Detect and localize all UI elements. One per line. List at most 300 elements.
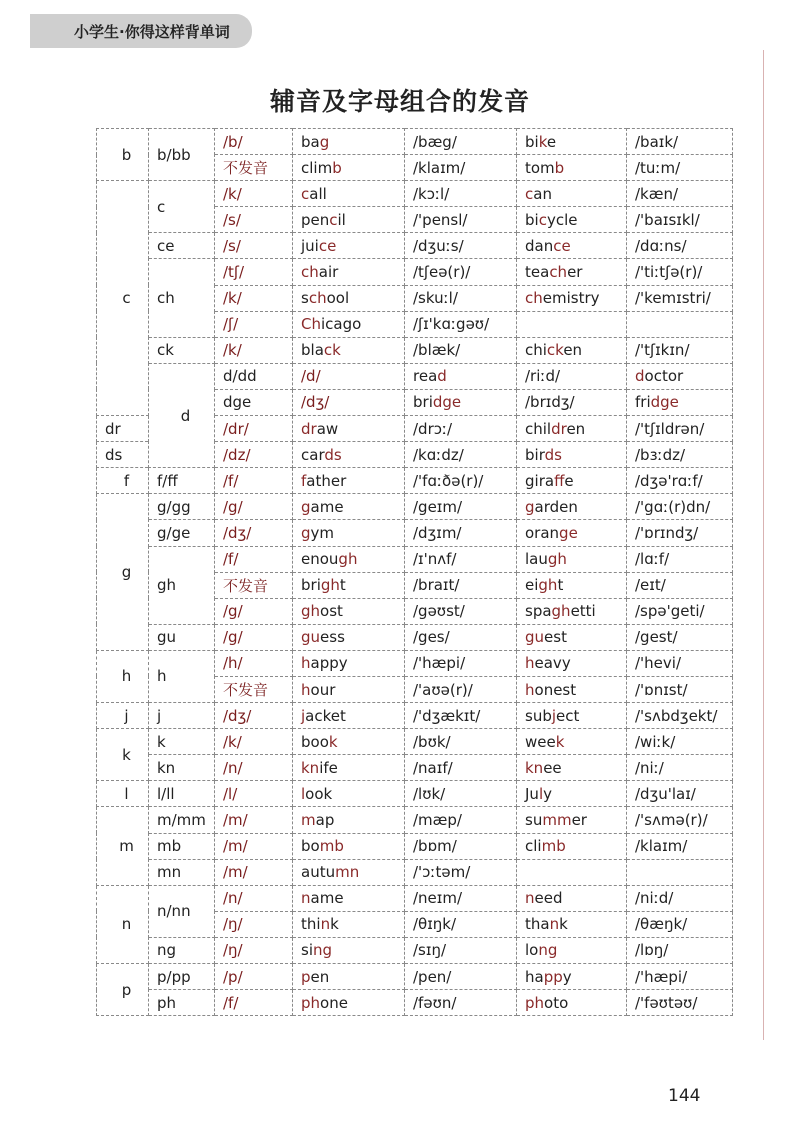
example-word-1 — [293, 598, 405, 624]
table-row — [97, 129, 733, 155]
table-row — [97, 624, 733, 650]
example-word-2-hl: j — [551, 706, 557, 725]
table-row — [97, 468, 733, 494]
sound-cell: /ŋ/ — [215, 911, 293, 937]
example-word-1-post: acket — [305, 706, 346, 725]
example-word-1-post: our — [310, 680, 336, 699]
example-word-2-post: en — [563, 341, 583, 360]
example-word-2 — [517, 572, 627, 598]
ipa-cell-1: /kɔːl/ — [405, 181, 517, 207]
example-word-1-hl: k — [328, 732, 338, 751]
example-word-1-post: ame — [310, 497, 344, 516]
combination-cell: m/mm — [149, 807, 215, 833]
ipa-cell-1: /fəʊn/ — [405, 990, 517, 1016]
ipa-cell-2: /'hæpi/ — [627, 964, 733, 990]
combination-cell: ch — [149, 259, 215, 337]
page-number: 144 — [668, 1086, 701, 1106]
ipa-cell-2: /'kemɪstri/ — [627, 285, 733, 311]
sound-cell: /f/ — [215, 468, 293, 494]
example-word-1-hl: ph — [301, 993, 321, 1012]
example-word-2-hl: ch — [549, 263, 568, 282]
example-word-2-pre: wee — [525, 732, 556, 751]
example-word-2-post: an — [533, 184, 552, 203]
ipa-cell-2: /klaɪm/ — [627, 833, 733, 859]
example-word-2-hl: mm — [542, 810, 572, 829]
example-word-1-post: en — [310, 967, 330, 986]
ipa-cell-1: /mæp/ — [405, 807, 517, 833]
example-word-2-hl: gu — [525, 628, 545, 647]
example-word-1-post: ool — [326, 289, 350, 308]
example-word-2-hl: l — [538, 784, 544, 803]
example-word-2-pre: tea — [525, 263, 550, 282]
example-word-2-post: arden — [534, 497, 578, 516]
example-word-2 — [517, 676, 627, 702]
example-word-1-hl: c — [329, 210, 338, 229]
example-word-2-pre: tom — [525, 158, 555, 177]
example-word-2-post: eavy — [534, 654, 571, 673]
combination-cell: ph — [149, 990, 215, 1016]
example-word-1-pre: enou — [301, 550, 339, 569]
example-word-1-post: ess — [320, 628, 345, 647]
sound-cell: /g/ — [215, 598, 293, 624]
table-row — [97, 520, 733, 546]
example-word-2-hl: ff — [554, 471, 565, 490]
example-word-1 — [293, 207, 405, 233]
ipa-cell-1: /riːd/ — [517, 363, 627, 389]
example-word-2 — [517, 129, 627, 155]
example-word-2 — [517, 285, 627, 311]
phonics-table — [96, 128, 733, 1016]
example-word-2-post: e — [564, 471, 574, 490]
table-row — [97, 337, 733, 363]
example-word-1-post: aw — [316, 419, 339, 438]
example-word-2-post: k — [559, 915, 568, 934]
ipa-cell-1: /'fɑːðə(r)/ — [405, 468, 517, 494]
example-word-1 — [293, 442, 405, 468]
example-word-2-hl: dge — [650, 393, 679, 412]
example-word-1-hl: b — [332, 158, 342, 177]
example-word-1 — [293, 911, 405, 937]
ipa-cell-2: /spə'geti/ — [627, 598, 733, 624]
example-word-1-post: ame — [310, 889, 344, 908]
example-word-1-hl: dge — [432, 393, 462, 412]
sound-cell: /n/ — [215, 755, 293, 781]
example-word-1 — [293, 859, 405, 885]
ipa-cell-2: /eɪt/ — [627, 572, 733, 598]
example-word-1-hl: p — [301, 967, 311, 986]
example-word-2-post: emistry — [542, 289, 600, 308]
example-word-2-hl: gh — [547, 550, 567, 569]
example-word-2 — [517, 155, 627, 181]
example-word-1 — [405, 363, 517, 389]
example-word-2 — [517, 729, 627, 755]
sound-cell: /b/ — [215, 129, 293, 155]
example-word-2 — [517, 703, 627, 729]
example-word-1-pre: rea — [413, 367, 438, 386]
example-word-1 — [293, 624, 405, 650]
sound-cell: 不发音 — [215, 155, 293, 181]
example-word-2-pre: ha — [525, 967, 544, 986]
example-word-1-hl: l — [301, 784, 306, 803]
combination-cell: ck — [149, 337, 215, 363]
example-word-2 — [517, 807, 627, 833]
ipa-cell-2: /'tiːtʃə(r)/ — [627, 259, 733, 285]
example-word-1-pre: bri — [413, 393, 433, 412]
ipa-cell-2: /kæn/ — [627, 181, 733, 207]
example-word-2-post: er — [567, 263, 583, 282]
example-word-1 — [293, 181, 405, 207]
example-word-2 — [517, 990, 627, 1016]
letter-cell: f — [97, 468, 149, 494]
ipa-cell-1: /klaɪm/ — [405, 155, 517, 181]
example-word-2-pre: chi — [525, 341, 547, 360]
example-word-2 — [517, 755, 627, 781]
example-word-1-post: ife — [319, 758, 338, 777]
sound-cell: /ŋ/ — [215, 937, 293, 963]
example-word-1-pre: boo — [301, 732, 329, 751]
ipa-cell-1: /skuːl/ — [405, 285, 517, 311]
ipa-cell-2: /'ɒnɪst/ — [627, 676, 733, 702]
example-word-1-post: all — [309, 184, 327, 203]
ipa-cell-2: /tuːm/ — [627, 155, 733, 181]
example-word-2 — [517, 598, 627, 624]
example-word-2-pre: sub — [525, 706, 552, 725]
example-word-1-hl: ce — [318, 236, 337, 255]
example-word-2-post: y — [543, 784, 552, 803]
example-word-2-post: oto — [544, 993, 569, 1012]
example-word-2-hl: h — [525, 654, 535, 673]
example-word-2 — [517, 520, 627, 546]
example-word-1-hl: h — [301, 680, 311, 699]
example-word-2 — [517, 546, 627, 572]
example-word-1-hl: d — [437, 367, 447, 386]
example-word-2 — [517, 233, 627, 259]
example-word-2-hl: b — [554, 158, 565, 177]
combination-cell: dge — [215, 389, 293, 415]
combination-cell: ng — [149, 937, 215, 963]
example-word-1-hl: gh — [320, 576, 340, 595]
letter-cell: m — [97, 807, 149, 885]
example-word-2-pre: lau — [525, 550, 548, 569]
sound-cell: /tʃ/ — [215, 259, 293, 285]
table-row — [97, 990, 733, 1016]
example-word-2-hl: ce — [553, 236, 571, 255]
example-word-1-pre: clim — [301, 158, 333, 177]
ipa-cell-2: /gest/ — [627, 624, 733, 650]
example-word-1-post: appy — [310, 654, 348, 673]
combination-cell: c — [149, 181, 215, 233]
ipa-cell-1: /'aʊə(r)/ — [405, 676, 517, 702]
example-word-2-pre: bi — [525, 210, 539, 229]
ipa-cell-2: /wiːk/ — [627, 729, 733, 755]
example-word-1 — [293, 703, 405, 729]
page-edge-rule — [763, 50, 764, 1040]
example-word-1-hl: ch — [301, 263, 319, 282]
example-word-2-hl: c — [538, 210, 547, 229]
ipa-cell-2: /bɜːdz/ — [627, 442, 733, 468]
example-word-2-hl: n — [549, 915, 560, 934]
example-word-1-hl: Ch — [301, 315, 321, 334]
ipa-cell-2: /dʒu'laɪ/ — [627, 781, 733, 807]
example-word-1-post: ap — [315, 810, 335, 829]
example-word-2 — [517, 259, 627, 285]
example-word-1 — [293, 155, 405, 181]
example-word-1-post: one — [320, 993, 348, 1012]
table-row — [97, 937, 733, 963]
example-word-1 — [293, 807, 405, 833]
ipa-cell-2: /'hevi/ — [627, 650, 733, 676]
example-word-1 — [293, 259, 405, 285]
example-word-1-hl: g — [301, 523, 311, 542]
example-word-2 — [517, 964, 627, 990]
ipa-cell-2: /'fəʊtəʊ/ — [627, 990, 733, 1016]
ipa-cell-1: /braɪt/ — [405, 572, 517, 598]
example-word-1 — [405, 389, 517, 415]
combination-cell: dr — [97, 416, 149, 442]
example-word-1-hl: ck — [323, 341, 341, 360]
combination-cell: ce — [149, 233, 215, 259]
ipa-cell-2 — [627, 859, 733, 885]
combination-cell: n/nn — [149, 885, 215, 937]
sound-cell: /f/ — [215, 546, 293, 572]
sound-cell: /g/ — [215, 624, 293, 650]
example-word-2-hl: gh — [551, 602, 571, 621]
example-word-1-post: ather — [306, 471, 347, 490]
ipa-cell-1: /'pensl/ — [405, 207, 517, 233]
ipa-cell-1: /dʒuːs/ — [405, 233, 517, 259]
example-word-1 — [293, 990, 405, 1016]
example-word-2-pre: ei — [525, 576, 539, 595]
example-word-2 — [517, 650, 627, 676]
example-word-2 — [517, 937, 627, 963]
example-word-2 — [517, 781, 627, 807]
example-word-2 — [517, 337, 627, 363]
example-word-1-post: ost — [320, 602, 343, 621]
example-word-1-hl: gh — [338, 550, 358, 569]
ipa-cell-1: /brɪdʒ/ — [517, 389, 627, 415]
example-word-1-hl: ds — [324, 445, 342, 464]
ipa-cell-1: /pen/ — [405, 964, 517, 990]
example-word-1-pre: bri — [301, 576, 321, 595]
page-title: 辅音及字母组合的发音 — [269, 87, 530, 116]
example-word-2 — [627, 363, 733, 389]
example-word-1-hl: n — [320, 915, 331, 934]
example-word-1-hl: n — [301, 889, 311, 908]
ipa-cell-1: /bɒm/ — [405, 833, 517, 859]
example-word-2-post: onest — [534, 680, 577, 699]
example-word-1 — [293, 416, 405, 442]
table-row — [97, 259, 733, 285]
combination-cell: p/pp — [149, 964, 215, 990]
example-word-2 — [517, 442, 627, 468]
table-row — [97, 703, 733, 729]
example-word-1 — [293, 285, 405, 311]
example-word-2-hl: ng — [538, 941, 558, 960]
example-word-2-pre: fri — [635, 393, 651, 412]
example-word-1-hl: h — [301, 654, 311, 673]
example-word-2-hl: ge — [559, 523, 578, 542]
example-word-2-post: t — [557, 576, 564, 595]
example-word-2-pre: tha — [525, 915, 550, 934]
ipa-cell-2: /dʒə'rɑːf/ — [627, 468, 733, 494]
combination-cell: h — [149, 650, 215, 702]
combination-cell: mb — [149, 833, 215, 859]
sound-cell: /k/ — [215, 285, 293, 311]
example-word-2-pre: su — [525, 810, 543, 829]
example-word-1-pre: pen — [301, 210, 330, 229]
example-word-1-post: k — [330, 915, 339, 934]
ipa-cell-2: /lɒŋ/ — [627, 937, 733, 963]
ipa-cell-2: /'sʌmə(r)/ — [627, 807, 733, 833]
combination-cell: j — [149, 703, 215, 729]
ipa-cell-1: /gəʊst/ — [405, 598, 517, 624]
example-word-2 — [517, 468, 627, 494]
ipa-cell-2: /'baɪsɪkl/ — [627, 207, 733, 233]
sound-cell: /s/ — [215, 233, 293, 259]
table-row — [97, 363, 733, 389]
sound-cell: /d/ — [293, 363, 405, 389]
sound-cell: /k/ — [215, 181, 293, 207]
table-row — [97, 781, 733, 807]
example-word-2-post: ee — [543, 758, 562, 777]
ipa-cell-1: /ges/ — [405, 624, 517, 650]
combination-cell: mn — [149, 859, 215, 885]
ipa-cell-2: /lɑːf/ — [627, 546, 733, 572]
example-word-1-post: il — [337, 210, 346, 229]
example-word-1 — [293, 650, 405, 676]
combination-cell: b/bb — [149, 129, 215, 181]
example-word-2-hl: ds — [544, 445, 562, 464]
example-word-1-hl: f — [301, 471, 307, 490]
example-word-1 — [293, 937, 405, 963]
ipa-cell-1: /'ɔːtəm/ — [405, 859, 517, 885]
example-word-1 — [293, 337, 405, 363]
letter-cell: h — [97, 650, 149, 702]
example-word-2-post: en — [566, 419, 586, 438]
example-word-1 — [293, 520, 405, 546]
example-word-1-pre: thi — [301, 915, 321, 934]
example-word-1-hl: c — [301, 184, 310, 203]
example-word-2-pre: bi — [525, 132, 539, 151]
table-row — [97, 755, 733, 781]
example-word-1-hl: kn — [301, 758, 320, 777]
example-word-1-hl: mn — [335, 863, 360, 882]
example-word-1-hl: gh — [301, 602, 321, 621]
letter-cell: g — [97, 494, 149, 651]
example-word-2-post: y — [562, 967, 572, 986]
sound-cell: /k/ — [215, 729, 293, 755]
sound-cell: 不发音 — [215, 676, 293, 702]
example-word-2-hl: d — [635, 367, 645, 386]
table-row — [97, 964, 733, 990]
example-word-1-post: ook — [305, 784, 333, 803]
example-word-1-pre: si — [301, 941, 313, 960]
example-word-2 — [517, 833, 627, 859]
example-word-1 — [293, 546, 405, 572]
example-word-1 — [293, 129, 405, 155]
combination-cell: gu — [149, 624, 215, 650]
example-word-1-hl: mb — [319, 837, 344, 856]
example-word-2 — [517, 416, 627, 442]
ipa-cell-1: /drɔː/ — [405, 416, 517, 442]
table-row — [97, 181, 733, 207]
ipa-cell-1: /'hæpi/ — [405, 650, 517, 676]
example-word-1-pre: s — [301, 289, 309, 308]
sound-cell: /h/ — [215, 650, 293, 676]
example-word-2-post: eed — [534, 889, 563, 908]
example-word-2-hl: k — [555, 732, 565, 751]
example-word-2-post: e — [546, 132, 557, 151]
example-word-2 — [517, 181, 627, 207]
example-word-2-hl: mb — [541, 837, 566, 856]
table-row — [97, 494, 733, 520]
example-word-1-hl: ng — [312, 941, 333, 960]
example-word-2-hl: n — [525, 889, 535, 908]
example-word-1-post: t — [339, 576, 346, 595]
sound-cell: /dr/ — [215, 416, 293, 442]
example-word-2-hl: ch — [525, 289, 543, 308]
example-word-2-pre: spa — [525, 602, 552, 621]
example-word-1 — [293, 964, 405, 990]
sound-cell: /dʒ/ — [293, 389, 405, 415]
ipa-cell-1: /sɪŋ/ — [405, 937, 517, 963]
combination-cell: f/ff — [149, 468, 215, 494]
example-word-1 — [293, 885, 405, 911]
example-word-2-post: ycle — [546, 210, 578, 229]
ipa-cell-1: /kɑːdz/ — [405, 442, 517, 468]
ipa-cell-1: /blæk/ — [405, 337, 517, 363]
ipa-cell-2 — [627, 311, 733, 337]
sound-cell: /l/ — [215, 781, 293, 807]
example-word-2 — [627, 389, 733, 415]
ipa-cell-1: /θɪŋk/ — [405, 911, 517, 937]
example-word-2 — [517, 494, 627, 520]
example-word-2-pre: dan — [525, 236, 554, 255]
example-word-1 — [293, 833, 405, 859]
example-word-2-hl: gh — [538, 576, 558, 595]
ipa-cell-2: /niː/ — [627, 755, 733, 781]
letter-cell: d — [149, 363, 215, 467]
example-word-2-hl: dr — [551, 419, 567, 438]
letter-cell: j — [97, 703, 149, 729]
ipa-cell-1: /ɪ'nʌf/ — [405, 546, 517, 572]
combination-cell: d/dd — [215, 363, 293, 389]
ipa-cell-1: /ʃɪ'kɑːgəʊ/ — [405, 311, 517, 337]
letter-cell: k — [97, 729, 149, 781]
ipa-cell-1: /neɪm/ — [405, 885, 517, 911]
sound-cell: /m/ — [215, 859, 293, 885]
ipa-cell-1: /bæg/ — [405, 129, 517, 155]
sound-cell: /p/ — [215, 964, 293, 990]
example-word-2-hl: k — [538, 132, 547, 151]
letter-cell: n — [97, 885, 149, 963]
ipa-cell-1: /dʒɪm/ — [405, 520, 517, 546]
example-word-1-hl: dr — [301, 419, 317, 438]
sound-cell: 不发音 — [215, 572, 293, 598]
letter-cell: l — [97, 781, 149, 807]
ipa-cell-2: /'gɑː(r)dn/ — [627, 494, 733, 520]
example-word-2-post: ect — [556, 706, 580, 725]
example-word-1-hl: g — [319, 132, 330, 151]
ipa-cell-2: /baɪk/ — [627, 129, 733, 155]
sound-cell: /s/ — [215, 207, 293, 233]
example-word-2-pre: gira — [525, 471, 555, 490]
example-word-1 — [293, 233, 405, 259]
example-word-2 — [517, 859, 627, 885]
example-word-2 — [517, 624, 627, 650]
ipa-cell-1: /lʊk/ — [405, 781, 517, 807]
example-word-2-post: er — [571, 810, 587, 829]
